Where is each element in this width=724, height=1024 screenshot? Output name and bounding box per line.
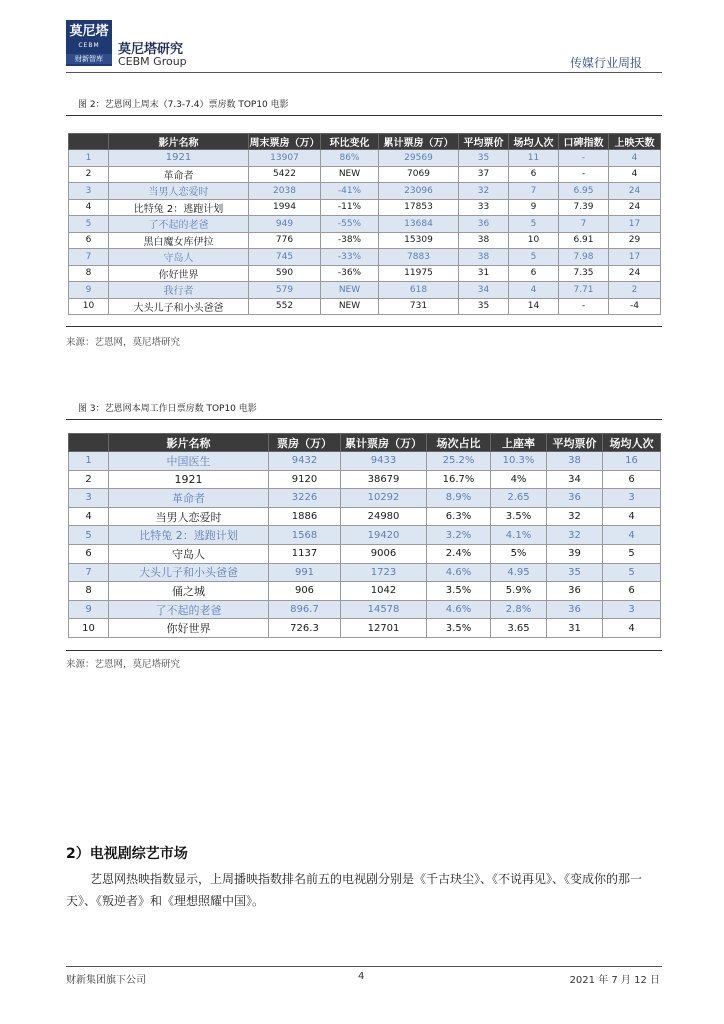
table-cell: 38679 <box>341 470 427 489</box>
section-paragraph: 艺恩网热映指数显示，上周播映指数排名前五的电视剧分别是《千古玦尘》、《不说再见》、《变成你的那一天》、《叛逆者》和《理想照耀中国》。 <box>66 872 643 908</box>
table-cell: -38% <box>321 232 379 249</box>
table-cell: 7883 <box>379 249 459 266</box>
table-row <box>69 544 661 563</box>
table-cell: 6.3% <box>427 507 491 526</box>
table-cell: 4.1% <box>491 526 547 545</box>
movie-name-cell: 当男人恋爱时 <box>109 183 249 200</box>
section-heading: 2）电视剧综艺市场 <box>66 846 188 862</box>
table-row <box>69 232 661 249</box>
rank-cell: 7 <box>69 249 109 266</box>
table-cell: NEW <box>321 298 379 315</box>
movie-name-cell: 革命者 <box>109 166 249 183</box>
table-cell: 14 <box>509 298 559 315</box>
figure2-source: 来源：艺恩网，莫尼塔研究 <box>66 337 181 348</box>
table-row <box>69 249 661 266</box>
column-header: 周末票房（万） <box>249 134 321 150</box>
logo-chinese-text: 莫尼塔 <box>69 24 109 39</box>
table-cell: 34 <box>547 470 603 489</box>
table-cell: 1137 <box>269 544 341 563</box>
table-cell: 949 <box>249 216 321 233</box>
column-header: 环比变化 <box>321 134 379 150</box>
table-cell: 1886 <box>269 507 341 526</box>
table-cell: 3.2% <box>427 526 491 545</box>
table-cell: 14578 <box>341 600 427 619</box>
table-cell: 1723 <box>341 563 427 582</box>
table-cell: 3.5% <box>427 619 491 638</box>
movie-name-cell: 1921 <box>109 150 249 167</box>
table-cell: 1042 <box>341 582 427 601</box>
header-divider <box>66 72 662 73</box>
table-cell: 36 <box>547 600 603 619</box>
table-cell: 2 <box>609 282 661 299</box>
table-cell: 3 <box>603 600 661 619</box>
table-row <box>69 582 661 601</box>
table-cell: 1568 <box>269 526 341 545</box>
movie-name-cell: 当男人恋爱时 <box>109 507 269 526</box>
table-cell: 23096 <box>379 183 459 200</box>
rank-cell: 1 <box>69 452 109 471</box>
table-cell: 7.35 <box>559 265 609 282</box>
movie-name-cell: 你好世界 <box>109 619 269 638</box>
figure3-table <box>68 433 661 638</box>
table-row <box>69 183 661 200</box>
movie-name-cell: 了不起的老爸 <box>109 600 269 619</box>
figure3-body <box>69 452 661 638</box>
figure3-source: 来源：艺恩网，莫尼塔研究 <box>66 659 181 670</box>
table-cell: 37 <box>459 166 509 183</box>
table-cell: 11975 <box>379 265 459 282</box>
figure2-bottom-rule <box>66 326 662 327</box>
column-header: 口碑指数 <box>559 134 609 150</box>
brand-name-chinese: 莫尼塔研究 <box>118 42 184 57</box>
rank-cell: 3 <box>69 489 109 508</box>
table-cell: 991 <box>269 563 341 582</box>
table-cell: 29 <box>609 232 661 249</box>
column-header: 影片名称 <box>109 434 269 452</box>
table-cell: 24 <box>609 183 661 200</box>
movie-name-cell: 比特兔 2：逃跑计划 <box>109 199 249 216</box>
table-cell: 17 <box>609 216 661 233</box>
table-cell: -36% <box>321 265 379 282</box>
table-cell: 4.95 <box>491 563 547 582</box>
table-cell: 5 <box>603 563 661 582</box>
table-cell: 6.95 <box>559 183 609 200</box>
column-header <box>69 434 109 452</box>
brand-name-english: CEBM Group <box>118 55 187 68</box>
table-cell: 4% <box>491 470 547 489</box>
column-header: 累计票房（万） <box>379 134 459 150</box>
table-row <box>69 166 661 183</box>
figure2-top-rule <box>66 115 662 116</box>
table-cell: 6 <box>509 265 559 282</box>
table-cell: 8.9% <box>427 489 491 508</box>
table-row <box>69 470 661 489</box>
rank-cell: 10 <box>69 619 109 638</box>
table-cell: -55% <box>321 216 379 233</box>
movie-name-cell: 革命者 <box>109 489 269 508</box>
table-row <box>69 489 661 508</box>
table-cell: NEW <box>321 166 379 183</box>
movie-name-cell: 守岛人 <box>109 544 269 563</box>
figure3-top-rule <box>66 419 662 420</box>
column-header <box>69 134 109 150</box>
table-row <box>69 199 661 216</box>
table-cell: 33 <box>459 199 509 216</box>
movie-name-cell: 俑之城 <box>109 582 269 601</box>
table-cell: -11% <box>321 199 379 216</box>
table-cell: 34 <box>459 282 509 299</box>
column-header: 平均票价 <box>547 434 603 452</box>
table-cell: 7.39 <box>559 199 609 216</box>
table-cell: 5 <box>509 216 559 233</box>
table-cell: 38 <box>459 249 509 266</box>
table-cell: 745 <box>249 249 321 266</box>
table-cell: 25.2% <box>427 452 491 471</box>
table-cell: 7 <box>559 216 609 233</box>
table-cell: 38 <box>547 452 603 471</box>
table-cell: 35 <box>459 150 509 167</box>
table-row <box>69 452 661 471</box>
table-cell: 3.65 <box>491 619 547 638</box>
table-cell: 10.3% <box>491 452 547 471</box>
column-header: 上座率 <box>491 434 547 452</box>
table-cell: 5 <box>509 249 559 266</box>
rank-cell: 4 <box>69 507 109 526</box>
figure2-caption: 图 2：艺恩网上周末（7.3-7.4）票房数 TOP10 电影 <box>78 100 289 110</box>
table-cell: 11 <box>509 150 559 167</box>
rank-cell: 5 <box>69 526 109 545</box>
figure2-table <box>68 133 661 315</box>
rank-cell: 8 <box>69 582 109 601</box>
table-cell: -33% <box>321 249 379 266</box>
movie-name-cell: 守岛人 <box>109 249 249 266</box>
table-cell: 17 <box>609 249 661 266</box>
table-cell: 7 <box>509 183 559 200</box>
table-cell: 4 <box>509 282 559 299</box>
table-cell: 19420 <box>341 526 427 545</box>
rank-cell: 2 <box>69 166 109 183</box>
table-cell: NEW <box>321 282 379 299</box>
movie-name-cell: 黑白魔女库伊拉 <box>109 232 249 249</box>
table-cell: 6.91 <box>559 232 609 249</box>
rank-cell: 3 <box>69 183 109 200</box>
page-number: 4 <box>358 971 365 982</box>
table-cell: 2.4% <box>427 544 491 563</box>
column-header: 场均人次 <box>603 434 661 452</box>
column-header: 票房（万） <box>269 434 341 452</box>
table-cell: 86% <box>321 150 379 167</box>
table-cell: 4 <box>609 150 661 167</box>
table-cell: 24980 <box>341 507 427 526</box>
rank-cell: 8 <box>69 265 109 282</box>
table-cell: 32 <box>459 183 509 200</box>
table-cell: 590 <box>249 265 321 282</box>
rank-cell: 6 <box>69 232 109 249</box>
table-cell: 5 <box>603 544 661 563</box>
table-cell: 4 <box>603 526 661 545</box>
column-header: 平均票价 <box>459 134 509 150</box>
figure3-header-row <box>69 434 661 452</box>
table-cell: 3226 <box>269 489 341 508</box>
table-cell: 4.6% <box>427 600 491 619</box>
table-cell: 35 <box>459 298 509 315</box>
table-cell: 36 <box>547 582 603 601</box>
table-cell: 9006 <box>341 544 427 563</box>
rank-cell: 4 <box>69 199 109 216</box>
rank-cell: 10 <box>69 298 109 315</box>
rank-cell: 9 <box>69 600 109 619</box>
report-date: 2021 年 7 月 12 日 <box>569 975 660 986</box>
table-row <box>69 265 661 282</box>
table-cell: 13907 <box>249 150 321 167</box>
movie-name-cell: 大头儿子和小头爸爸 <box>109 298 249 315</box>
movie-name-cell: 中国医生 <box>109 452 269 471</box>
table-cell: 7.71 <box>559 282 609 299</box>
movie-name-cell: 1921 <box>109 470 269 489</box>
table-cell: 3.5% <box>427 582 491 601</box>
table-row <box>69 216 661 233</box>
logo-subtitle: 财新智库 <box>66 54 112 64</box>
table-cell: - <box>559 298 609 315</box>
table-cell: 35 <box>547 563 603 582</box>
table-cell: -4 <box>609 298 661 315</box>
table-cell: 38 <box>459 232 509 249</box>
column-header: 上映天数 <box>609 134 661 150</box>
table-cell: 15309 <box>379 232 459 249</box>
table-cell: 9432 <box>269 452 341 471</box>
table-cell: 39 <box>547 544 603 563</box>
table-cell: 13684 <box>379 216 459 233</box>
logo-english-text: CEBM <box>78 42 100 49</box>
table-cell: 3.5% <box>491 507 547 526</box>
rank-cell: 6 <box>69 544 109 563</box>
table-cell: 1994 <box>249 199 321 216</box>
table-row <box>69 298 661 315</box>
footer-company: 财新集团旗下公司 <box>66 975 146 986</box>
table-row <box>69 507 661 526</box>
table-cell: 896.7 <box>269 600 341 619</box>
table-cell: 7.98 <box>559 249 609 266</box>
table-cell: 2038 <box>249 183 321 200</box>
table-cell: 552 <box>249 298 321 315</box>
table-cell: 726.3 <box>269 619 341 638</box>
table-cell: 24 <box>609 265 661 282</box>
table-cell: 12701 <box>341 619 427 638</box>
rank-cell: 1 <box>69 150 109 167</box>
table-row <box>69 150 661 167</box>
table-cell: 4 <box>609 166 661 183</box>
figure2-body <box>69 150 661 315</box>
table-cell: - <box>559 166 609 183</box>
table-row <box>69 619 661 638</box>
table-cell: 4.6% <box>427 563 491 582</box>
figure3-caption: 图 3：艺恩网本周工作日票房数 TOP10 电影 <box>78 404 257 414</box>
table-cell: 10 <box>509 232 559 249</box>
table-cell: 4 <box>603 619 661 638</box>
table-cell: -41% <box>321 183 379 200</box>
rank-cell: 7 <box>69 563 109 582</box>
movie-name-cell: 我行者 <box>109 282 249 299</box>
movie-name-cell: 你好世界 <box>109 265 249 282</box>
table-cell: 29569 <box>379 150 459 167</box>
table-cell: 5% <box>491 544 547 563</box>
table-cell: 24 <box>609 199 661 216</box>
table-row <box>69 563 661 582</box>
table-cell: - <box>559 150 609 167</box>
figure2-header-row <box>69 134 661 150</box>
table-cell: 9433 <box>341 452 427 471</box>
table-cell: 6 <box>603 470 661 489</box>
table-cell: 5.9% <box>491 582 547 601</box>
table-cell: 16.7% <box>427 470 491 489</box>
figure3-bottom-rule <box>66 650 662 651</box>
table-cell: 32 <box>547 526 603 545</box>
table-cell: 5422 <box>249 166 321 183</box>
footer-divider <box>66 966 662 967</box>
table-cell: 17853 <box>379 199 459 216</box>
table-cell: 36 <box>547 489 603 508</box>
table-cell: 618 <box>379 282 459 299</box>
table-cell: 10292 <box>341 489 427 508</box>
rank-cell: 9 <box>69 282 109 299</box>
table-cell: 36 <box>459 216 509 233</box>
table-cell: 9 <box>509 199 559 216</box>
table-cell: 31 <box>547 619 603 638</box>
movie-name-cell: 比特兔 2：逃跑计划 <box>109 526 269 545</box>
table-cell: 4 <box>603 507 661 526</box>
table-cell: 731 <box>379 298 459 315</box>
rank-cell: 5 <box>69 216 109 233</box>
table-row <box>69 282 661 299</box>
table-cell: 906 <box>269 582 341 601</box>
column-header: 场次占比 <box>427 434 491 452</box>
column-header: 影片名称 <box>109 134 249 150</box>
table-cell: 32 <box>547 507 603 526</box>
company-logo <box>66 20 112 66</box>
table-row <box>69 600 661 619</box>
table-cell: 7069 <box>379 166 459 183</box>
table-row <box>69 526 661 545</box>
table-cell: 3 <box>603 489 661 508</box>
table-cell: 31 <box>459 265 509 282</box>
column-header: 场均人次 <box>509 134 559 150</box>
table-cell: 2.65 <box>491 489 547 508</box>
movie-name-cell: 了不起的老爸 <box>109 216 249 233</box>
column-header: 累计票房（万） <box>341 434 427 452</box>
table-cell: 9120 <box>269 470 341 489</box>
report-type: 传媒行业周报 <box>569 56 642 70</box>
table-cell: 6 <box>603 582 661 601</box>
rank-cell: 2 <box>69 470 109 489</box>
table-cell: 579 <box>249 282 321 299</box>
table-cell: 2.8% <box>491 600 547 619</box>
table-cell: 776 <box>249 232 321 249</box>
table-cell: 6 <box>509 166 559 183</box>
movie-name-cell: 大头儿子和小头爸爸 <box>109 563 269 582</box>
table-cell: 16 <box>603 452 661 471</box>
